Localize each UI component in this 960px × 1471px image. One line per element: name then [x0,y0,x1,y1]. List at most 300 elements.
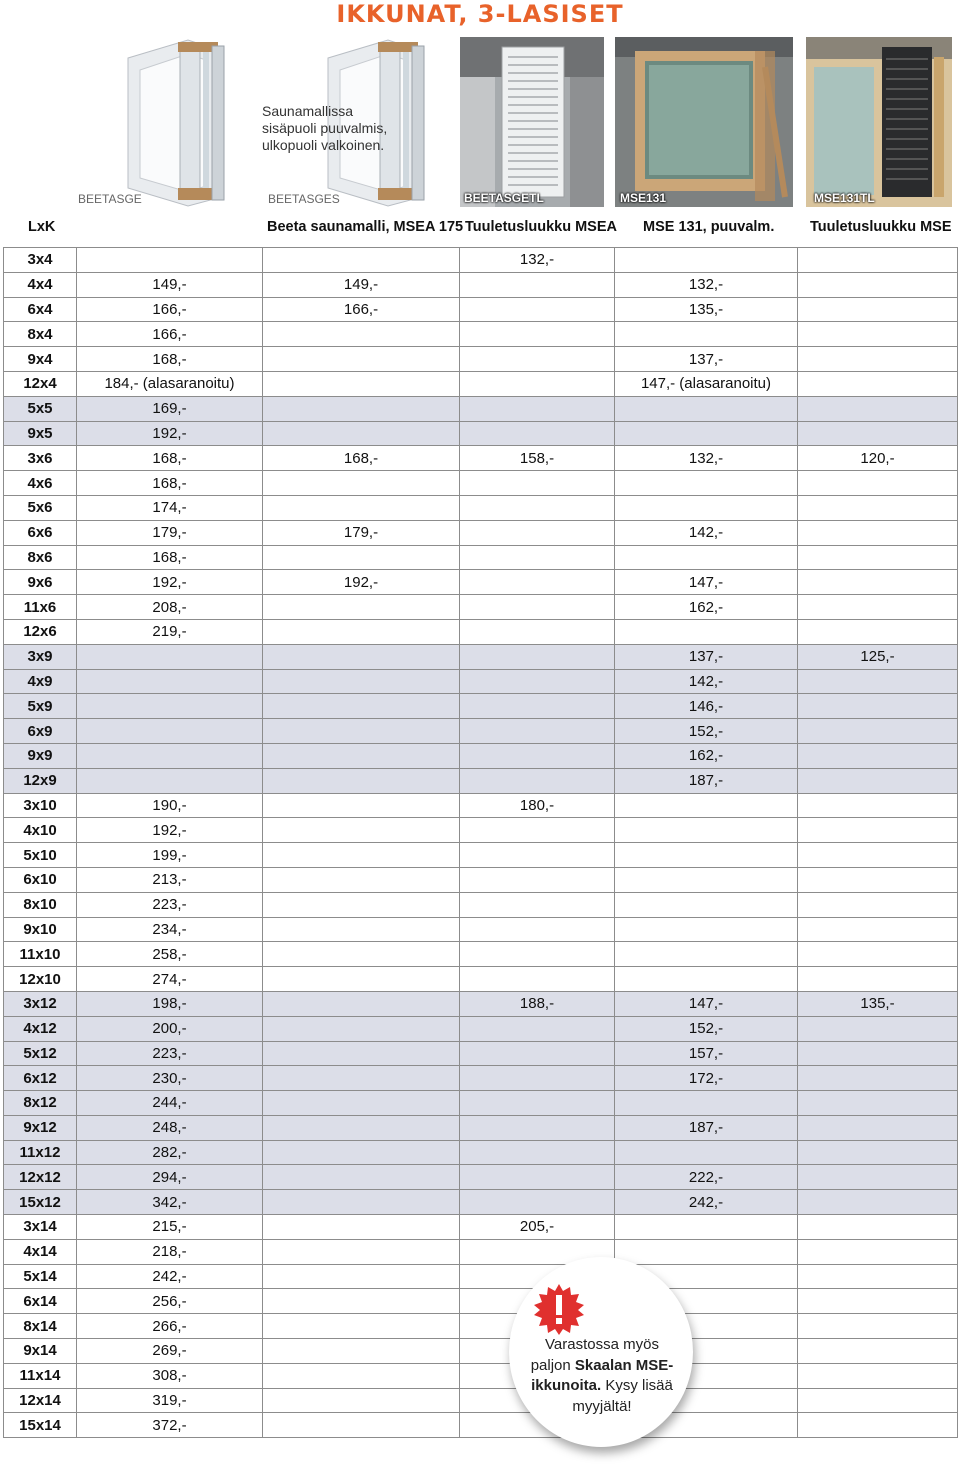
size-cell: 9x10 [4,917,77,942]
mse131-price-cell: 135,- [615,297,798,322]
table-row [4,545,958,570]
mse-vent-price-cell [798,1388,958,1413]
beetasges-price-cell [263,347,460,372]
size-cell: 15x12 [4,1190,77,1215]
mse-vent-price-cell [798,619,958,644]
beetasge-price-cell: 198,- [77,991,263,1016]
mse-vent-price-cell [798,1289,958,1314]
mse-vent-price-cell [798,843,958,868]
beetasges-price-cell [263,421,460,446]
mse131-price-cell: 157,- [615,1041,798,1066]
beetasges-price-cell [263,1314,460,1339]
mse-vent-price-cell [798,421,958,446]
mse-vent-price-cell [798,1041,958,1066]
table-row [4,595,958,620]
beetasges-price-cell [263,1165,460,1190]
caption-beetasge: BEETASGE [78,192,142,206]
table-row [4,818,958,843]
msea-vent-price-cell [460,272,615,297]
size-cell: 5x12 [4,1041,77,1066]
mse131-price-cell [615,1215,798,1240]
size-cell: 8x4 [4,322,77,347]
beetasges-price-cell [263,1016,460,1041]
mse-vent-price-cell [798,694,958,719]
beetasge-price-cell: 192,- [77,421,263,446]
msea-vent-price-cell [460,1190,615,1215]
header-mse-vent: Tuuletusluukku MSE [810,219,952,235]
table-row [4,867,958,892]
beetasges-price-cell [263,867,460,892]
beetasge-price-cell: 149,- [77,272,263,297]
beetasges-price-cell [263,1264,460,1289]
mse-vent-price-cell [798,1363,958,1388]
beetasges-price-cell [263,545,460,570]
mse131-price-cell: 172,- [615,1066,798,1091]
table-row [4,248,958,273]
table-row [4,322,958,347]
mse-vent-price-cell [798,1339,958,1364]
exclamation-icon [533,1283,585,1335]
beetasges-price-cell [263,719,460,744]
size-cell: 9x5 [4,421,77,446]
msea-vent-price-cell [460,694,615,719]
beetasges-price-cell [263,793,460,818]
mse131-price-cell: 152,- [615,1016,798,1041]
size-cell: 12x9 [4,768,77,793]
mse-vent-price-cell [798,396,958,421]
mse-vent-price-cell [798,1413,958,1438]
size-cell: 6x10 [4,867,77,892]
size-cell: 15x14 [4,1413,77,1438]
mse-vent-price-cell: 125,- [798,644,958,669]
price-table-body [4,248,958,1438]
beetasge-price-cell: 372,- [77,1413,263,1438]
size-cell: 11x10 [4,942,77,967]
mse131-price-cell [615,967,798,992]
mse-vent-price-cell [798,471,958,496]
msea-vent-price-cell [460,570,615,595]
table-row [4,1264,958,1289]
mse131-price-cell: 147,- [615,991,798,1016]
table-row [4,1140,958,1165]
table-row [4,843,958,868]
beetasge-price-cell: 168,- [77,347,263,372]
beetasge-price-cell [77,743,263,768]
msea-vent-price-cell: 205,- [460,1215,615,1240]
beetasge-price-cell: 200,- [77,1016,263,1041]
mse131-price-cell [615,619,798,644]
beetasge-price-cell: 179,- [77,520,263,545]
beetasge-price-cell: 256,- [77,1289,263,1314]
size-cell: 8x6 [4,545,77,570]
beetasges-price-cell [263,818,460,843]
table-row [4,942,958,967]
beetasges-price-cell: 192,- [263,570,460,595]
size-cell: 12x10 [4,967,77,992]
table-row [4,272,958,297]
size-cell: 6x9 [4,719,77,744]
label-beetasgetl: BEETASGETL [464,191,544,205]
mse-vent-price-cell [798,297,958,322]
beetasge-price-cell: 168,- [77,446,263,471]
table-row [4,1289,958,1314]
mse131-price-cell [615,793,798,818]
beetasges-price-cell [263,248,460,273]
mse131-price-cell [615,421,798,446]
beetasge-price-cell: 282,- [77,1140,263,1165]
beetasge-price-cell: 215,- [77,1215,263,1240]
size-cell: 4x9 [4,669,77,694]
mse131-price-cell: 222,- [615,1165,798,1190]
beetasges-price-cell [263,967,460,992]
msea-vent-price-cell [460,843,615,868]
mse131-price-cell: 162,- [615,595,798,620]
beetasges-price-cell [263,471,460,496]
beetasge-price-cell: 192,- [77,818,263,843]
msea-vent-price-cell [460,719,615,744]
msea-vent-price-cell: 180,- [460,793,615,818]
msea-vent-price-cell [460,347,615,372]
msea-vent-price-cell [460,1066,615,1091]
table-row [4,471,958,496]
table-row [4,1066,958,1091]
mse131-price-cell [615,322,798,347]
table-row [4,991,958,1016]
size-cell: 6x6 [4,520,77,545]
header-beeta: Beeta saunamalli, MSEA 175 [267,219,464,235]
beetasges-price-cell [263,991,460,1016]
mse-vent-price-cell: 135,- [798,991,958,1016]
beetasge-price-cell: 208,- [77,595,263,620]
beetasge-price-cell: 308,- [77,1363,263,1388]
mse131-price-cell [615,471,798,496]
photo-mse131tl [806,37,952,207]
msea-vent-price-cell [460,371,615,396]
msea-vent-price-cell [460,743,615,768]
size-cell: 11x12 [4,1140,77,1165]
beetasge-price-cell: 244,- [77,1091,263,1116]
mse-vent-price-cell [798,1091,958,1116]
beetasge-price-cell: 166,- [77,297,263,322]
msea-vent-price-cell [460,322,615,347]
beetasge-price-cell: 169,- [77,396,263,421]
msea-vent-price-cell [460,942,615,967]
badge-text: Varastossa myös paljon Skaalan MSE- ikkunoita. Kysy lisää myyjältä! [530,1336,674,1415]
mse-vent-price-cell [798,595,958,620]
beetasge-price-cell: 168,- [77,545,263,570]
msea-vent-price-cell [460,1091,615,1116]
msea-vent-price-cell [460,1115,615,1140]
table-row [4,1190,958,1215]
beetasge-price-cell: 274,- [77,967,263,992]
size-cell: 4x10 [4,818,77,843]
beetasge-price-cell: 184,- (alasaranoitu) [77,371,263,396]
mse131-price-cell: 187,- [615,1115,798,1140]
size-cell: 3x14 [4,1215,77,1240]
table-row [4,1363,958,1388]
table-row [4,669,958,694]
beetasges-price-cell [263,595,460,620]
header-mse131: MSE 131, puuvalm. [643,219,775,235]
size-cell: 5x5 [4,396,77,421]
beetasges-price-cell [263,694,460,719]
size-cell: 9x14 [4,1339,77,1364]
mse-vent-price-cell [798,347,958,372]
beetasge-price-cell: 342,- [77,1190,263,1215]
beetasge-price-cell: 199,- [77,843,263,868]
beetasge-price-cell: 174,- [77,495,263,520]
msea-vent-price-cell [460,1165,615,1190]
mse-vent-price-cell [798,1016,958,1041]
beetasge-price-cell: 218,- [77,1239,263,1264]
beetasges-price-cell [263,495,460,520]
mse-vent-price-cell [798,793,958,818]
beetasge-price-cell: 234,- [77,917,263,942]
mse131-price-cell: 147,- (alasaranoitu) [615,371,798,396]
beetasge-price-cell: 168,- [77,471,263,496]
msea-vent-price-cell [460,421,615,446]
table-row [4,520,958,545]
table-row [4,1041,958,1066]
mse131-price-cell: 132,- [615,446,798,471]
size-cell: 4x6 [4,471,77,496]
beetasge-price-cell [77,248,263,273]
table-row [4,793,958,818]
beetasges-price-cell [263,917,460,942]
mse-vent-price-cell [798,892,958,917]
beetasges-price-cell: 179,- [263,520,460,545]
beetasges-price-cell [263,768,460,793]
mse131-price-cell: 137,- [615,644,798,669]
beetasge-price-cell: 319,- [77,1388,263,1413]
beetasges-price-cell [263,1215,460,1240]
beetasge-price-cell: 266,- [77,1314,263,1339]
label-mse131tl: MSE131TL [814,191,875,205]
beetasges-price-cell [263,371,460,396]
mse131-price-cell: 147,- [615,570,798,595]
size-cell: 12x12 [4,1165,77,1190]
beetasges-price-cell [263,1413,460,1438]
size-cell: 8x14 [4,1314,77,1339]
mse-vent-price-cell [798,1264,958,1289]
beetasge-price-cell: 269,- [77,1339,263,1364]
size-cell: 8x10 [4,892,77,917]
msea-vent-price-cell [460,768,615,793]
mse131-price-cell [615,942,798,967]
beetasges-price-cell [263,1363,460,1388]
msea-vent-price-cell [460,818,615,843]
mse131-price-cell: 242,- [615,1190,798,1215]
msea-vent-price-cell: 158,- [460,446,615,471]
label-mse131: MSE131 [620,191,667,205]
beetasge-price-cell: 223,- [77,892,263,917]
beetasge-price-cell: 213,- [77,867,263,892]
mse131-price-cell [615,843,798,868]
mse-vent-price-cell [798,248,958,273]
table-row [4,1239,958,1264]
size-cell: 5x14 [4,1264,77,1289]
beetasges-price-cell [263,1239,460,1264]
table-row [4,719,958,744]
mse131-price-cell [615,495,798,520]
mse131-price-cell [615,892,798,917]
table-row [4,1339,958,1364]
sauna-note: Saunamallissa sisäpuoli puuvalmis, ulkopuoli valkoinen. [262,103,388,153]
msea-vent-price-cell [460,471,615,496]
size-cell: 3x4 [4,248,77,273]
size-cell: 5x6 [4,495,77,520]
size-cell: 6x12 [4,1066,77,1091]
msea-vent-price-cell [460,396,615,421]
mse-vent-price-cell [798,1239,958,1264]
msea-vent-price-cell [460,545,615,570]
beetasges-price-cell [263,1140,460,1165]
mse-vent-price-cell [798,719,958,744]
beetasge-price-cell: 223,- [77,1041,263,1066]
msea-vent-price-cell [460,595,615,620]
beetasge-price-cell: 248,- [77,1115,263,1140]
beetasge-price-cell [77,768,263,793]
beetasges-price-cell [263,892,460,917]
msea-vent-price-cell [460,1016,615,1041]
price-table [3,247,958,1438]
caption-beetasges: BEETASGES [268,192,340,206]
beetasges-price-cell: 149,- [263,272,460,297]
table-row [4,1314,958,1339]
msea-vent-price-cell: 132,- [460,248,615,273]
mse131-price-cell: 132,- [615,272,798,297]
mse131-price-cell: 152,- [615,719,798,744]
table-row [4,967,958,992]
mse131-price-cell [615,818,798,843]
beetasges-price-cell [263,843,460,868]
table-row [4,1215,958,1240]
size-cell: 6x4 [4,297,77,322]
header-msea-vent: Tuuletusluukku MSEA [465,219,617,235]
size-cell: 11x14 [4,1363,77,1388]
table-row [4,1091,958,1116]
size-cell: 9x4 [4,347,77,372]
header-size: LxK [28,219,56,235]
beetasges-price-cell [263,644,460,669]
size-cell: 9x6 [4,570,77,595]
beetasges-price-cell [263,1388,460,1413]
stock-badge [503,1253,703,1463]
mse131-price-cell: 162,- [615,743,798,768]
table-row [4,495,958,520]
mse-vent-price-cell [798,818,958,843]
beetasge-price-cell: 258,- [77,942,263,967]
table-row [4,743,958,768]
table-row [4,396,958,421]
mse131-price-cell: 187,- [615,768,798,793]
msea-vent-price-cell [460,644,615,669]
mse131-price-cell: 142,- [615,669,798,694]
beetasge-price-cell [77,644,263,669]
mse-vent-price-cell [798,495,958,520]
table-row [4,1016,958,1041]
msea-vent-price-cell [460,892,615,917]
size-cell: 12x4 [4,371,77,396]
beetasges-price-cell [263,1066,460,1091]
msea-vent-price-cell [460,1041,615,1066]
table-row [4,1165,958,1190]
beetasge-price-cell: 166,- [77,322,263,347]
size-cell: 9x12 [4,1115,77,1140]
beetasges-price-cell [263,942,460,967]
mse131-price-cell: 137,- [615,347,798,372]
size-cell: 5x9 [4,694,77,719]
beetasges-price-cell [263,322,460,347]
mse-vent-price-cell [798,917,958,942]
beetasges-price-cell [263,1091,460,1116]
beetasge-price-cell: 190,- [77,793,263,818]
beetasges-price-cell [263,1041,460,1066]
table-row [4,371,958,396]
msea-vent-price-cell: 188,- [460,991,615,1016]
size-cell: 9x9 [4,743,77,768]
beetasge-price-cell: 192,- [77,570,263,595]
table-row [4,768,958,793]
beetasges-price-cell [263,1115,460,1140]
mse-vent-price-cell [798,967,958,992]
beetasges-price-cell [263,396,460,421]
beetasges-price-cell [263,1339,460,1364]
mse131-price-cell [615,545,798,570]
beetasge-price-cell: 294,- [77,1165,263,1190]
beetasges-price-cell: 168,- [263,446,460,471]
size-cell: 12x14 [4,1388,77,1413]
size-cell: 3x10 [4,793,77,818]
beetasge-price-cell: 230,- [77,1066,263,1091]
size-cell: 5x10 [4,843,77,868]
page-title: IKKUNAT, 3-LASISET [336,0,624,28]
mse-vent-price-cell [798,520,958,545]
mse131-price-cell [615,917,798,942]
msea-vent-price-cell [460,619,615,644]
mse-vent-price-cell [798,371,958,396]
beetasge-price-cell: 242,- [77,1264,263,1289]
size-cell: 3x12 [4,991,77,1016]
beetasges-price-cell: 166,- [263,297,460,322]
table-row [4,1115,958,1140]
table-row [4,644,958,669]
mse-vent-price-cell [798,322,958,347]
table-row [4,297,958,322]
mse-vent-price-cell [798,669,958,694]
window-frame-drawing-beetasge [118,38,228,208]
mse-vent-price-cell [798,867,958,892]
table-row [4,347,958,372]
mse-vent-price-cell [798,768,958,793]
beetasges-price-cell [263,1289,460,1314]
size-cell: 4x4 [4,272,77,297]
msea-vent-price-cell [460,297,615,322]
mse-vent-price-cell [798,545,958,570]
mse-vent-price-cell [798,1140,958,1165]
mse131-price-cell [615,1140,798,1165]
msea-vent-price-cell [460,520,615,545]
size-cell: 4x14 [4,1239,77,1264]
beetasge-price-cell [77,694,263,719]
mse-vent-price-cell [798,1165,958,1190]
mse-vent-price-cell [798,1115,958,1140]
beetasge-price-cell: 219,- [77,619,263,644]
table-row [4,446,958,471]
size-cell: 8x12 [4,1091,77,1116]
beetasges-price-cell [263,1190,460,1215]
size-cell: 12x6 [4,619,77,644]
